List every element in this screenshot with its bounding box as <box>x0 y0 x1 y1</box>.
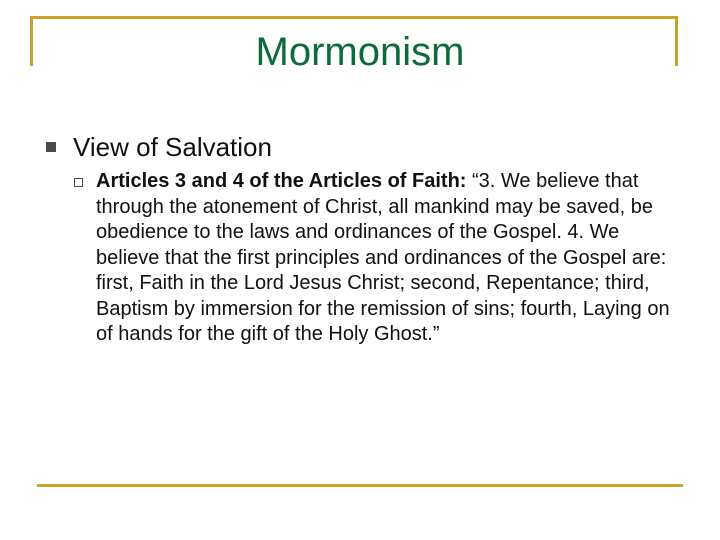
sub-bullet-quote-text: “3. We believe that through the atonement of Christ, all mankind may be saved, be obedience to the laws and ordinances of the Gospel. 4. We believe that the first principles and ordinances of the Gospel are: first, Faith in the Lord Jesus Christ; second, Repentance; third, Baptism by immersion for the remission of sins; fourth, Laying on of hands for the gift of the Holy Ghost.” <box>96 170 670 345</box>
bullet-view-of-salvation: View of Salvation <box>73 132 272 162</box>
hollow-square-bullet-icon <box>74 178 83 187</box>
sub-bullet-bold-lead: Articles 3 and 4 of the Articles of Faith: <box>96 170 467 192</box>
slide-title: Mormonism <box>255 30 465 74</box>
bottom-decorative-rule <box>37 484 683 487</box>
filled-square-bullet-icon <box>46 142 56 152</box>
top-decorative-rule <box>30 16 678 19</box>
sub-bullet-articles-of-faith <box>96 169 686 348</box>
